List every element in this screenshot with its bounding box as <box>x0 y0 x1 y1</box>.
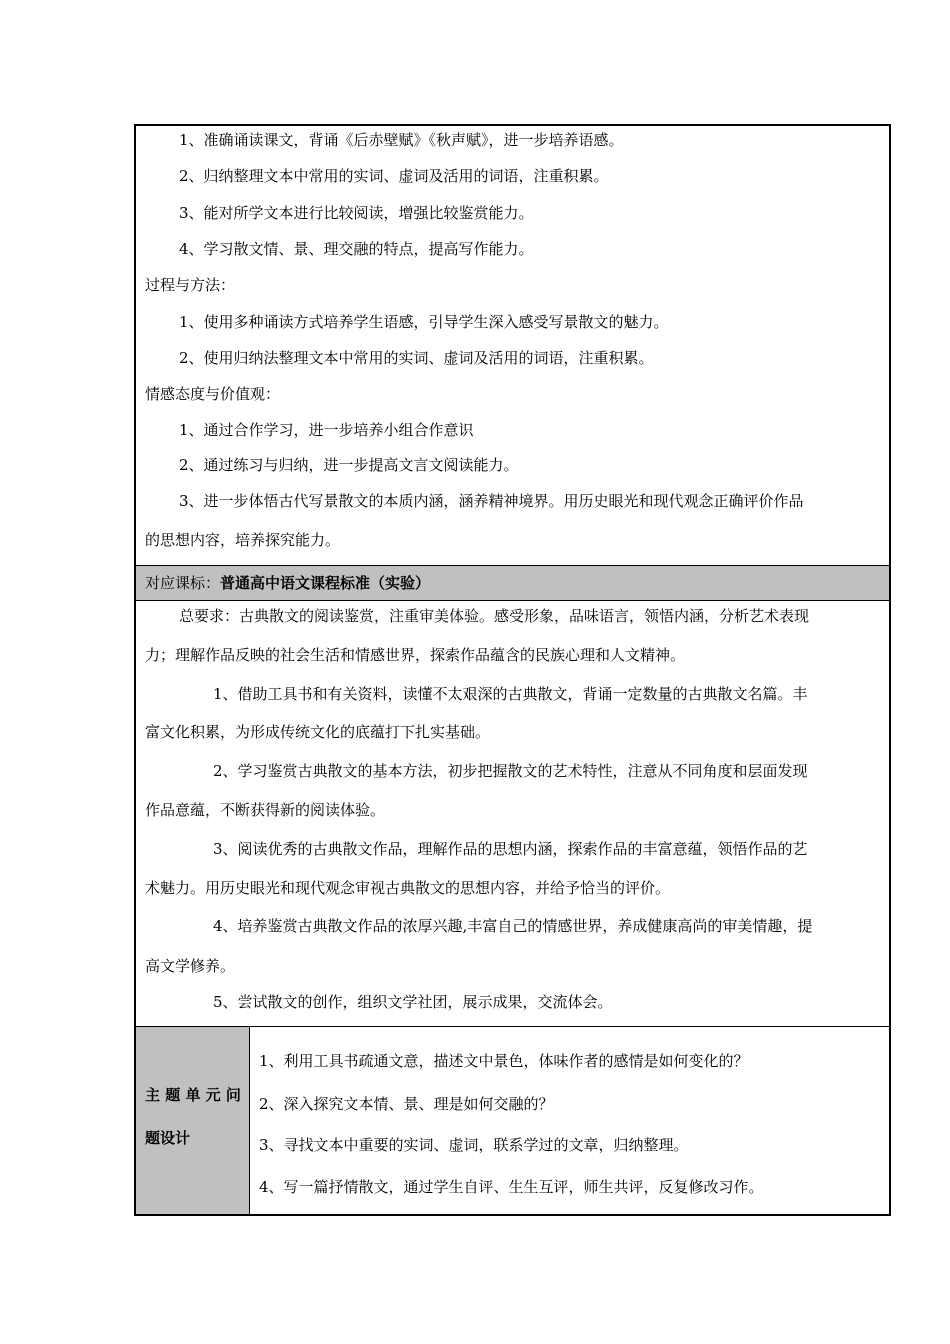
general-requirement-line-1: 总要求：古典散文的阅读鉴赏，注重审美体验。感受形象，品味语言，领悟内涵，分析艺术表现 <box>179 607 810 625</box>
standard-item-2-line-1: 2、学习鉴赏古典散文的基本方法，初步把握散文的艺术特性，注意从不同角度和层面发现 <box>213 762 808 780</box>
standard-item-3-line-1: 3、阅读优秀的古典散文作品，理解作品的思想内涵，探索作品的丰富意蕴，领悟作品的艺 <box>213 840 808 858</box>
emotion-item-3-continued: 的思想内容，培养探究能力。 <box>145 531 341 549</box>
emotion-item-1: 1、通过合作学习，进一步培养小组合作意识 <box>179 421 474 439</box>
emotion-item-2: 2、通过练习与归纳，进一步提高文言文阅读能力。 <box>179 456 519 474</box>
standard-item-3-line-2: 术魅力。用历史眼光和现代观念审视古典散文的思想内容，并给予恰当的评价。 <box>145 879 671 897</box>
knowledge-item-1: 1、准确诵读课文，背诵《后赤壁赋》《秋声赋》，进一步培养语感。 <box>179 131 624 149</box>
unit-question-4: 4、写一篇抒情散文，通过学生自评、生生互评，师生共评，反复修改习作。 <box>259 1178 764 1196</box>
standard-item-4-line-1: 4、培养鉴赏古典散文作品的浓厚兴趣,丰富自己的情感世界，养成健康高尚的审美情趣，提 <box>213 917 813 935</box>
unit-question-design-row <box>136 1027 889 1214</box>
unit-question-label-line-2: 题设计 <box>145 1129 191 1147</box>
unit-question-label-line-1: 主 题 单 元 问 <box>145 1086 241 1104</box>
unit-question-3: 3、寻找文本中重要的实词、虚词，联系学过的文章，归纳整理。 <box>259 1136 689 1154</box>
process-heading: 过程与方法： <box>145 276 236 294</box>
standard-item-2-line-2: 作品意蕴，不断获得新的阅读体验。 <box>145 801 386 819</box>
standard-label: 对应课标： <box>145 574 221 592</box>
unit-question-2: 2、深入探究文本情、景、理是如何交融的？ <box>259 1095 554 1113</box>
curriculum-standard-body <box>136 601 889 1027</box>
general-requirement-line-2: 力；理解作品反映的社会生活和情感世界，探索作品蕴含的民族心理和人文精神。 <box>145 646 686 664</box>
unit-question-list <box>251 1027 889 1214</box>
standard-item-5: 5、尝试散文的创作，组织文学社团，展示成果，交流体会。 <box>213 993 613 1011</box>
standard-title: 普通高中语文课程标准（实验） <box>220 574 431 592</box>
standard-item-1-line-1: 1、借助工具书和有关资料，读懂不太艰深的古典散文，背诵一定数量的古典散文名篇。丰 <box>213 685 808 703</box>
objectives-section <box>136 126 889 564</box>
lesson-plan-table <box>134 124 891 1216</box>
unit-question-label-cell <box>136 1027 250 1214</box>
process-item-1: 1、使用多种诵读方式培养学生语感，引导学生深入感受写景散文的魅力。 <box>179 313 669 331</box>
unit-question-1: 1、利用工具书疏通文意，描述文中景色，体味作者的感情是如何变化的？ <box>259 1052 749 1070</box>
standard-item-1-line-2: 富文化积累，为形成传统文化的底蕴打下扎实基础。 <box>145 723 491 741</box>
emotion-heading: 情感态度与价值观： <box>145 385 281 403</box>
knowledge-item-3: 3、能对所学文本进行比较阅读，增强比较鉴赏能力。 <box>179 204 534 222</box>
knowledge-item-2: 2、归纳整理文本中常用的实词、虚词及活用的词语，注重积累。 <box>179 167 609 185</box>
standard-item-4-line-2: 高文学修养。 <box>145 957 236 975</box>
knowledge-item-4: 4、学习散文情、景、理交融的特点，提高写作能力。 <box>179 240 534 258</box>
emotion-item-3: 3、进一步体悟古代写景散文的本质内涵，涵养精神境界。用历史眼光和现代观念正确评价作品 <box>179 492 804 510</box>
curriculum-standard-header <box>136 565 889 601</box>
process-item-2: 2、使用归纳法整理文本中常用的实词、虚词及活用的词语，注重积累。 <box>179 349 654 367</box>
